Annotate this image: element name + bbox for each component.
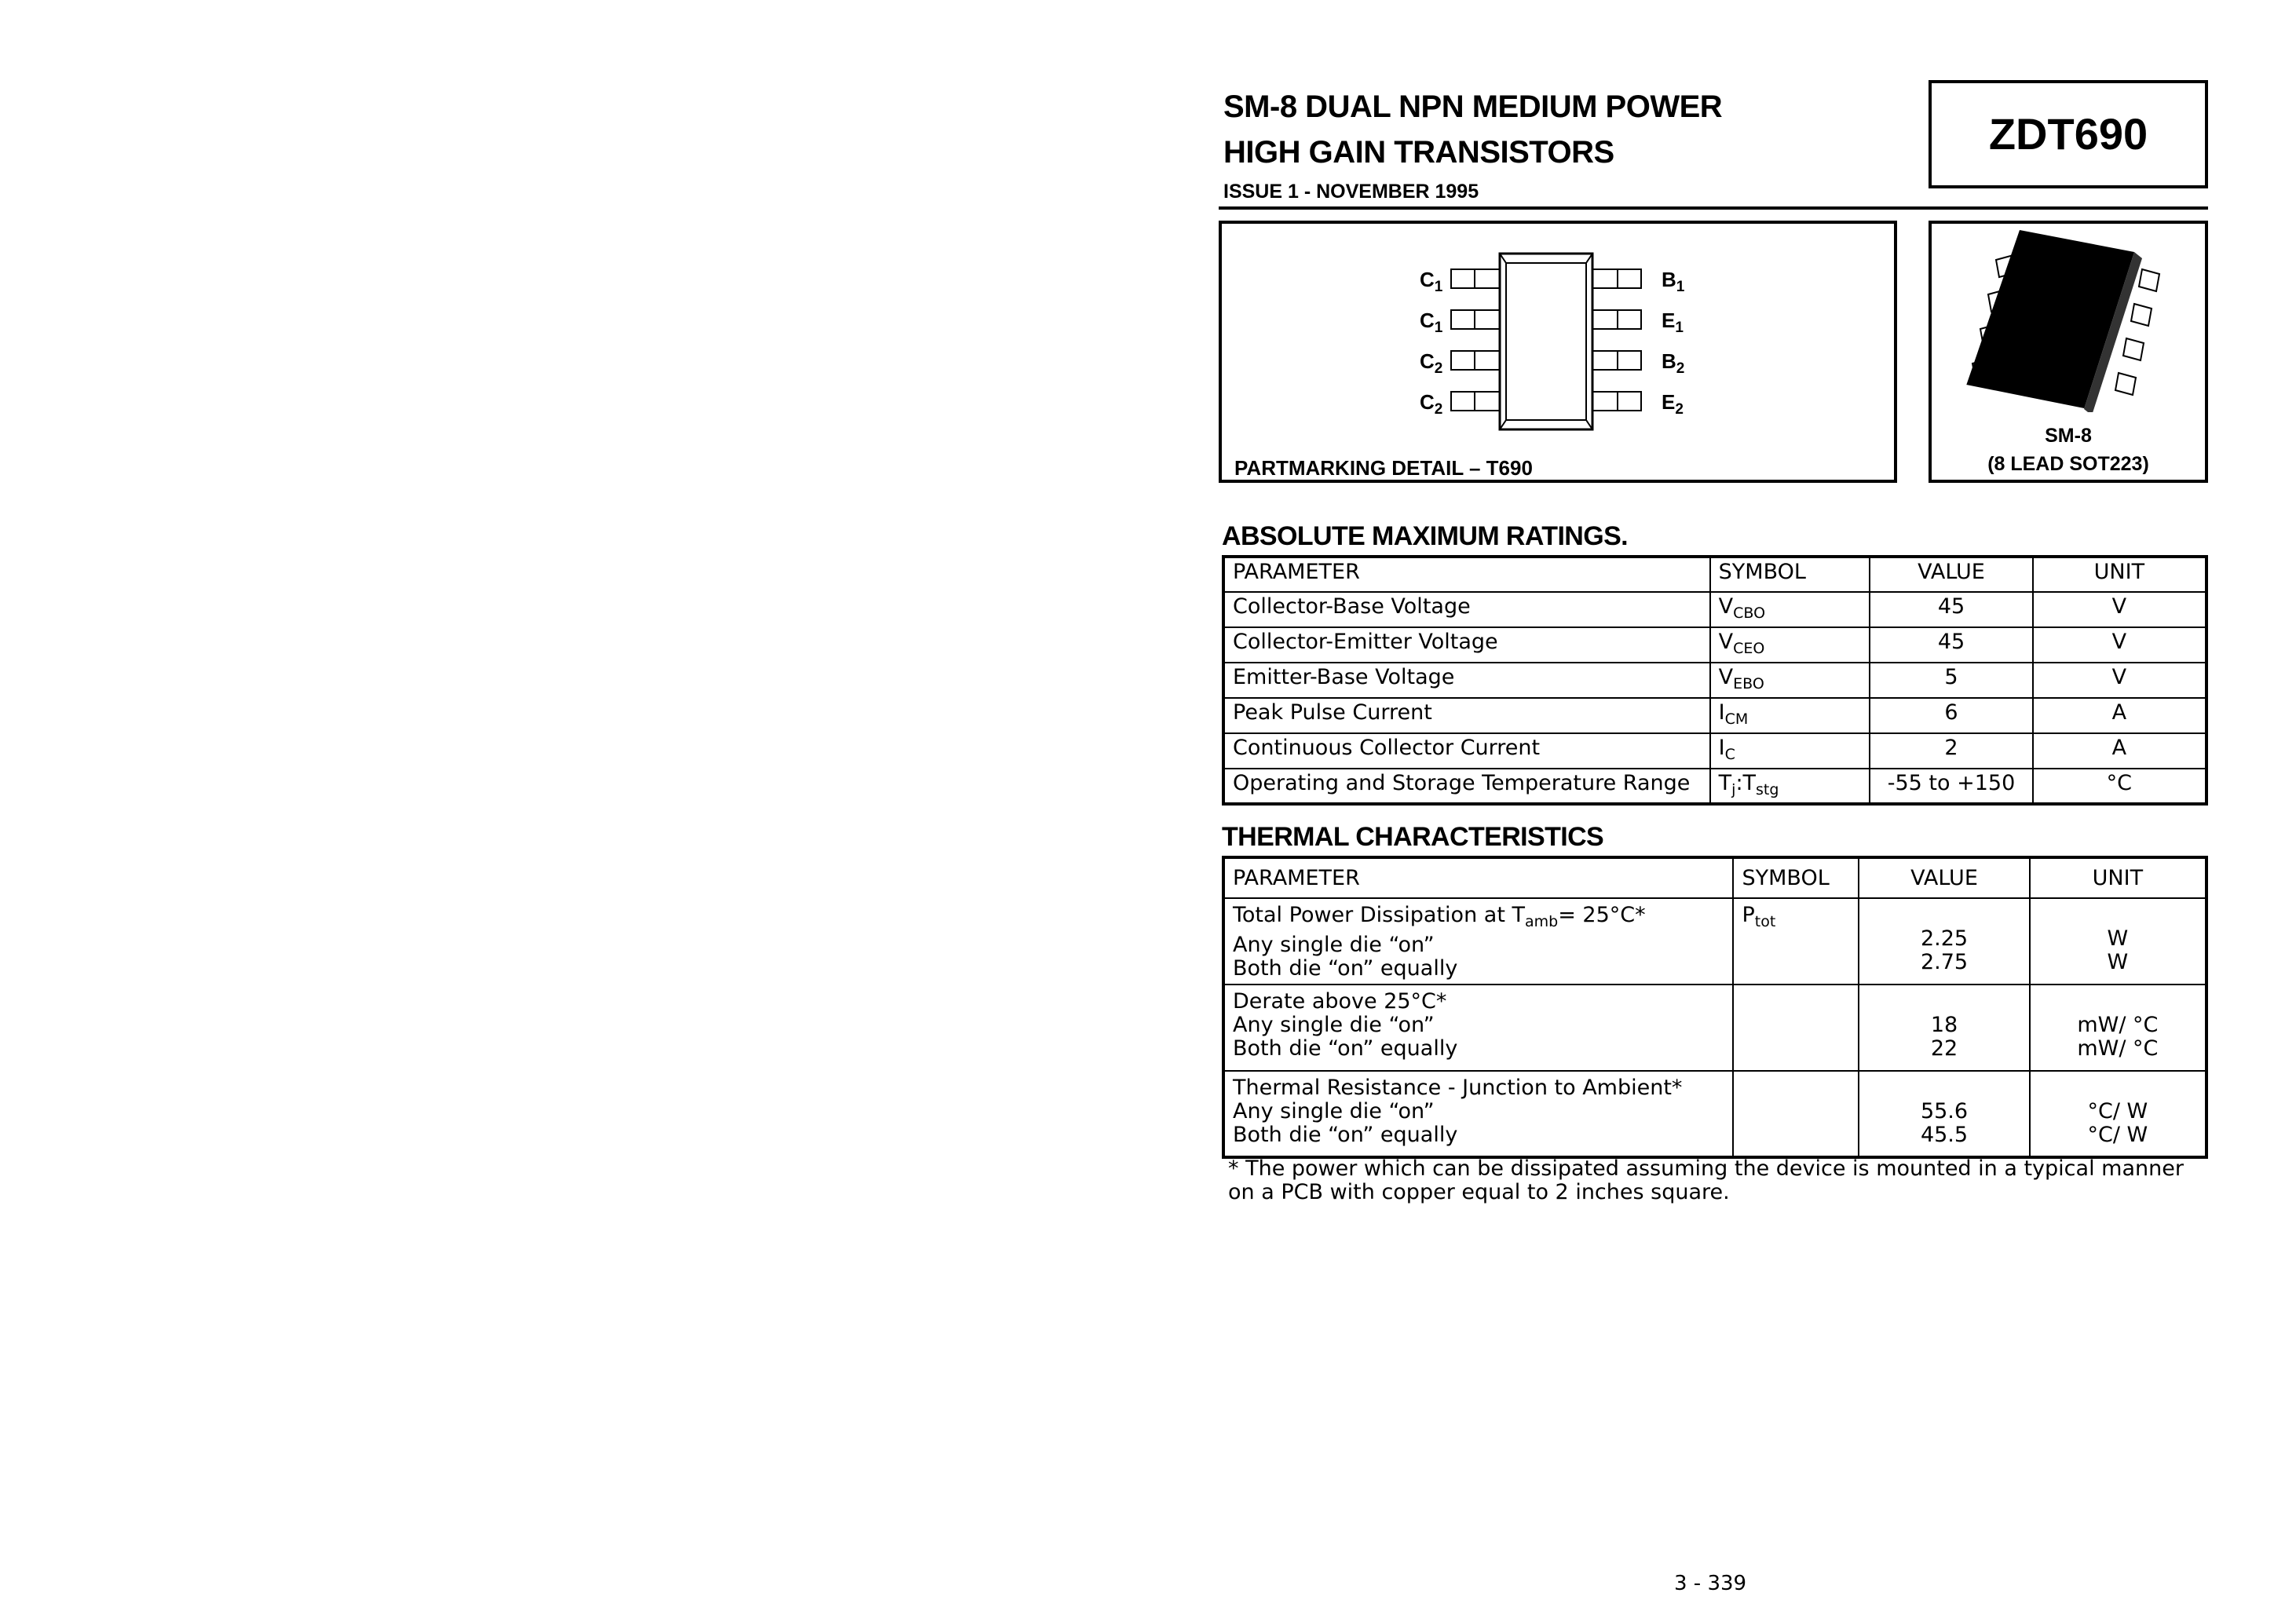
header-parameter: PARAMETER bbox=[1223, 857, 1733, 898]
header-unit: UNIT bbox=[2030, 857, 2206, 898]
pinout-box bbox=[1219, 221, 1897, 483]
table-row bbox=[1223, 1071, 2206, 1157]
part-number-box bbox=[1929, 80, 2208, 188]
table-row bbox=[1223, 627, 2206, 663]
table-row bbox=[1223, 663, 2206, 698]
header-symbol: SYMBOL bbox=[1733, 857, 1859, 898]
header-value: VALUE bbox=[1859, 857, 2029, 898]
symbol-cell: $V_{CBO}$ bbox=[1710, 592, 1870, 627]
symbol-cell: $V_{CEO}$ bbox=[1710, 627, 1870, 663]
header-unit: UNIT bbox=[2033, 557, 2206, 592]
pinout-diagram bbox=[1222, 224, 1894, 480]
table-row bbox=[1223, 769, 2206, 804]
parameter-cell: Thermal Resistance - Junction to Ambient* Any single die “on” Both die “on” equally bbox=[1223, 1071, 1733, 1157]
unit-cell: °C bbox=[2033, 769, 2206, 804]
thermal-heading: THERMAL CHARACTERISTICS bbox=[1222, 822, 1604, 852]
symbol-cell: $I_C$ bbox=[1710, 733, 1870, 769]
unit-cell: °C/ W °C/ W bbox=[2030, 1071, 2206, 1157]
header-parameter: PARAMETER bbox=[1223, 557, 1710, 592]
partmarking-detail: PARTMARKING DETAIL – T690 bbox=[1234, 456, 1533, 480]
value-cell: 2.25 2.75 bbox=[1859, 898, 2029, 985]
page-number: 3 - 339 bbox=[1674, 1572, 1747, 1595]
value-cell: 55.6 45.5 bbox=[1859, 1071, 2029, 1157]
value-cell: 45 bbox=[1870, 592, 2032, 627]
pin-label-e1: $E_1$ bbox=[1662, 309, 1684, 336]
table-header-row bbox=[1223, 557, 2206, 592]
table-row bbox=[1223, 898, 2206, 985]
symbol-cell: $T_j:T_{stg}$ bbox=[1710, 769, 1870, 804]
abs-max-table bbox=[1222, 555, 2208, 806]
package-name: SM-8 bbox=[2045, 425, 2092, 447]
unit-cell: A bbox=[2033, 733, 2206, 769]
unit-cell: V bbox=[2033, 627, 2206, 663]
value-cell: 5 bbox=[1870, 663, 2032, 698]
unit-cell: V bbox=[2033, 663, 2206, 698]
table-row bbox=[1223, 592, 2206, 627]
symbol-cell bbox=[1733, 1071, 1859, 1157]
pin-label-b1: $B_1$ bbox=[1662, 268, 1685, 295]
parameter-cell: Collector-Base Voltage bbox=[1223, 592, 1710, 627]
thermal-table bbox=[1222, 856, 2208, 1159]
header-rule bbox=[1219, 206, 2208, 210]
pin-label-c2-top: $C_2$ bbox=[1420, 349, 1443, 377]
header-symbol: SYMBOL bbox=[1710, 557, 1870, 592]
unit-cell: A bbox=[2033, 698, 2206, 733]
table-row bbox=[1223, 733, 2206, 769]
parameter-cell: Collector-Emitter Voltage bbox=[1223, 627, 1710, 663]
footnote-line-2: on a PCB with copper equal to 2 inches square. bbox=[1228, 1180, 1730, 1204]
symbol-cell: $V_{EBO}$ bbox=[1710, 663, 1870, 698]
parameter-cell: Derate above 25°C* Any single die “on” Both die “on” equally bbox=[1223, 985, 1733, 1071]
parameter-cell: Emitter-Base Voltage bbox=[1223, 663, 1710, 698]
package-drawing bbox=[1932, 224, 2205, 412]
value-cell: 2 bbox=[1870, 733, 2032, 769]
title-line-1: SM-8 DUAL NPN MEDIUM POWER bbox=[1223, 90, 1723, 124]
table-header-row bbox=[1223, 857, 2206, 898]
part-number: ZDT690 bbox=[1988, 109, 2148, 159]
package-detail: (8 LEAD SOT223) bbox=[1987, 453, 2149, 475]
footnote bbox=[1228, 1157, 2184, 1204]
value-cell: 6 bbox=[1870, 698, 2032, 733]
footnote-line-1: * The power which can be dissipated assuming the device is mounted in a typical manner bbox=[1228, 1156, 2184, 1181]
symbol-cell: $I_{CM}$ bbox=[1710, 698, 1870, 733]
value-cell: -55 to +150 bbox=[1870, 769, 2032, 804]
parameter-cell: Continuous Collector Current bbox=[1223, 733, 1710, 769]
issue-date: ISSUE 1 - NOVEMBER 1995 bbox=[1223, 181, 1479, 203]
table-row bbox=[1223, 985, 2206, 1071]
symbol-cell: $P_{tot}$ bbox=[1733, 898, 1859, 985]
unit-cell: W W bbox=[2030, 898, 2206, 985]
abs-max-heading: ABSOLUTE MAXIMUM RATINGS. bbox=[1222, 521, 1629, 551]
header-value: VALUE bbox=[1870, 557, 2032, 592]
pin-label-c1-top: $C_1$ bbox=[1420, 268, 1443, 295]
unit-cell: V bbox=[2033, 592, 2206, 627]
table-row bbox=[1223, 698, 2206, 733]
package-box bbox=[1929, 221, 2208, 483]
parameter-cell: Total Power Dissipation at $T_{amb}= 25^\circ C*$ Any single die “on” Both die “on” equally bbox=[1223, 898, 1733, 985]
pin-label-c2-bottom: $C_2$ bbox=[1420, 390, 1443, 418]
parameter-cell: Operating and Storage Temperature Range bbox=[1223, 769, 1710, 804]
symbol-cell bbox=[1733, 985, 1859, 1071]
title-line-2: HIGH GAIN TRANSISTORS bbox=[1223, 135, 1614, 170]
value-cell: 18 22 bbox=[1859, 985, 2029, 1071]
pin-label-b2: $B_2$ bbox=[1662, 349, 1685, 377]
pin-label-c1-bottom: $C_1$ bbox=[1420, 309, 1443, 336]
unit-cell: mW/ °C mW/ °C bbox=[2030, 985, 2206, 1071]
pin-label-e2: $E_2$ bbox=[1662, 390, 1684, 418]
value-cell: 45 bbox=[1870, 627, 2032, 663]
parameter-cell: Peak Pulse Current bbox=[1223, 698, 1710, 733]
